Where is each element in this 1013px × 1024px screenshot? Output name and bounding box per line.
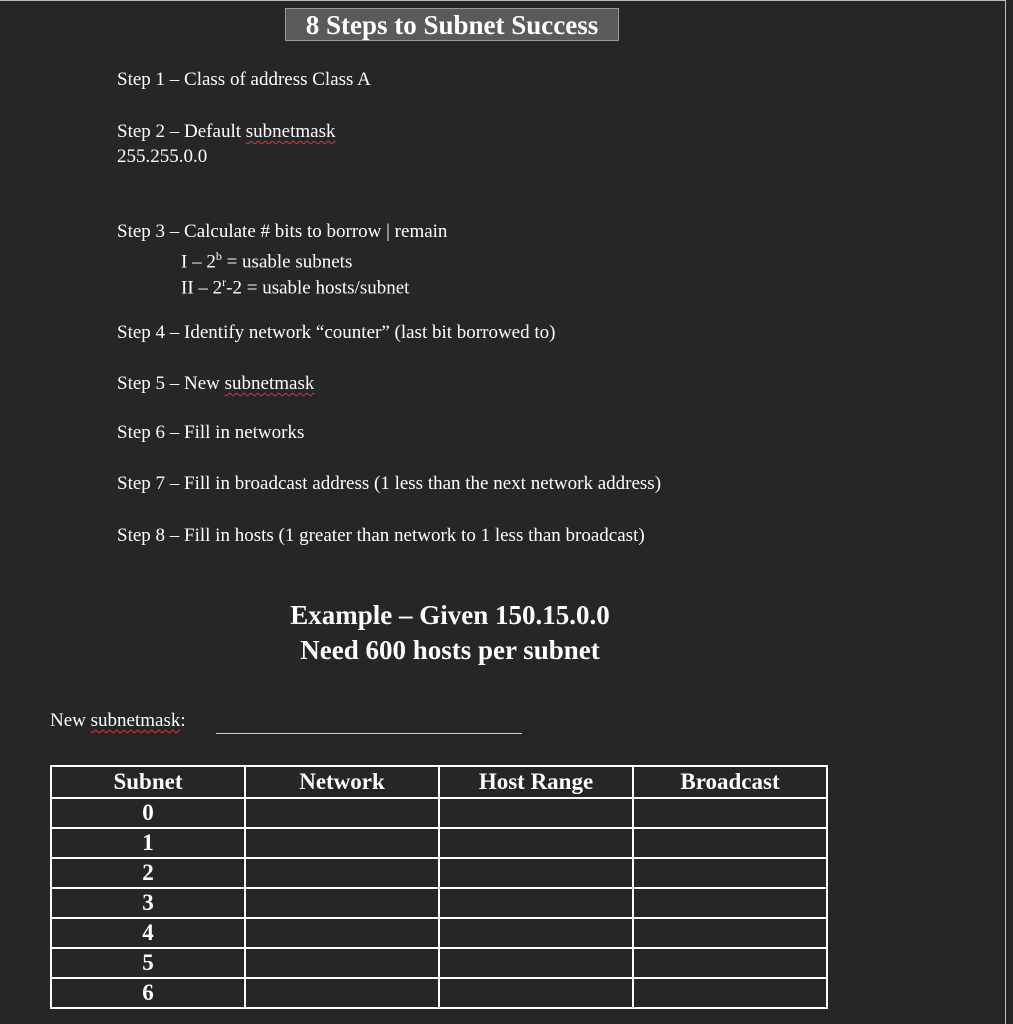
table-row (51, 918, 827, 948)
network-cell[interactable] (245, 858, 439, 888)
broadcast-cell[interactable] (633, 918, 827, 948)
step-5 (117, 372, 314, 395)
broadcast-cell[interactable] (633, 888, 827, 918)
subnet-number: 3 (51, 888, 245, 918)
table-row (51, 828, 827, 858)
example-line-1: Example – Given 150.15.0.0 (290, 600, 610, 630)
subnet-number: 4 (51, 918, 245, 948)
formula-i-result: = usable subnets (221, 251, 353, 273)
step-5-text: Step 5 – New (117, 373, 225, 394)
step-6: Step 6 – Fill in networks (117, 422, 305, 443)
network-cell[interactable] (245, 888, 439, 918)
step-4: Step 4 – Identify network “counter” (last bit borrowed to) (117, 322, 556, 343)
table-row (51, 798, 827, 828)
header-network: Network (245, 766, 439, 798)
new-subnetmask-spellcheck-word: subnetmask (90, 710, 181, 731)
step-8: Step 8 – Fill in hosts (1 greater than network to 1 less than broadcast) (117, 525, 645, 546)
table-row (51, 888, 827, 918)
header-subnet: Subnet (51, 766, 245, 798)
step-5-spellcheck-word: subnetmask (224, 373, 315, 394)
table-row (51, 858, 827, 888)
formula-ii-exponent: r (222, 275, 227, 289)
new-subnetmask-label-pre: New (50, 710, 91, 731)
formula-ii-result: -2 = usable hosts/subnet (226, 277, 410, 299)
header-broadcast: Broadcast (633, 766, 827, 798)
broadcast-cell[interactable] (633, 858, 827, 888)
network-cell[interactable] (245, 828, 439, 858)
example-line-2: Need 600 hosts per subnet (300, 635, 600, 665)
formula-i-base: I – 2 (181, 251, 216, 273)
subnet-number: 0 (51, 798, 245, 828)
table-header-row (51, 766, 827, 798)
header-host-range: Host Range (439, 766, 633, 798)
network-cell[interactable] (245, 798, 439, 828)
step-1: Step 1 – Class of address Class A (117, 69, 371, 90)
subnet-table (50, 765, 828, 1009)
network-cell[interactable] (245, 948, 439, 978)
step-2-value: 255.255.0.0 (117, 146, 208, 167)
broadcast-cell[interactable] (633, 798, 827, 828)
step-3-formula-i (181, 245, 352, 273)
step-2-spellcheck-word: subnetmask (245, 121, 336, 142)
network-cell[interactable] (245, 918, 439, 948)
formula-i-exponent: b (215, 249, 222, 263)
formula-ii-base: II – 2 (181, 277, 223, 299)
step-2 (117, 120, 335, 143)
broadcast-cell[interactable] (633, 828, 827, 858)
new-subnetmask-label (50, 709, 186, 732)
step-3: Step 3 – Calculate # bits to borrow | remain (117, 221, 448, 242)
subnet-number: 5 (51, 948, 245, 978)
host-range-cell[interactable] (439, 948, 633, 978)
broadcast-cell[interactable] (633, 978, 827, 1008)
host-range-cell[interactable] (439, 828, 633, 858)
new-subnetmask-answer-line[interactable] (216, 733, 522, 734)
subnet-number: 6 (51, 978, 245, 1008)
host-range-cell[interactable] (439, 918, 633, 948)
new-subnetmask-label-post: : (180, 710, 186, 731)
step-3-formula-ii (181, 271, 409, 299)
step-7: Step 7 – Fill in broadcast address (1 less than the next network address) (117, 473, 662, 494)
page-title: 8 Steps to Subnet Success (285, 8, 619, 41)
table-row (51, 948, 827, 978)
network-cell[interactable] (245, 978, 439, 1008)
table-row (51, 978, 827, 1008)
broadcast-cell[interactable] (633, 948, 827, 978)
host-range-cell[interactable] (439, 798, 633, 828)
subnet-number: 1 (51, 828, 245, 858)
subnet-number: 2 (51, 858, 245, 888)
host-range-cell[interactable] (439, 978, 633, 1008)
host-range-cell[interactable] (439, 858, 633, 888)
host-range-cell[interactable] (439, 888, 633, 918)
step-2-text: Step 2 – Default (117, 121, 246, 142)
